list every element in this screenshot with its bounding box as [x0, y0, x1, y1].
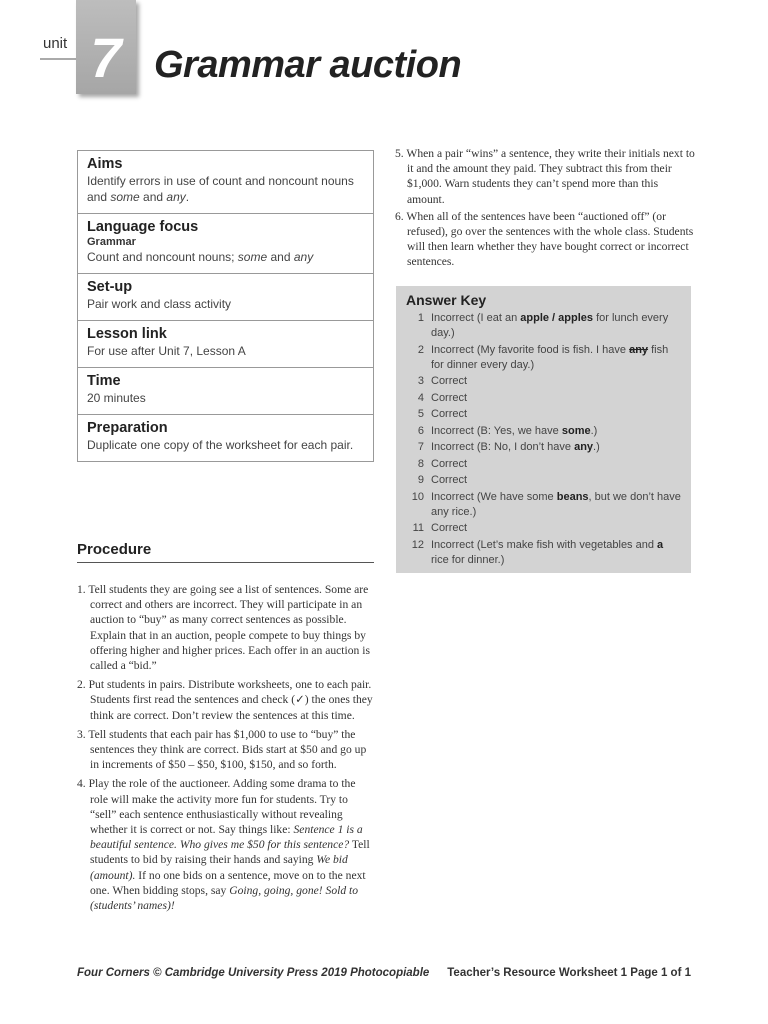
answer-key-item — [406, 424, 681, 439]
answer-key-text-pre: Incorrect (I eat an — [431, 312, 521, 324]
answer-key-number: 3 — [417, 375, 424, 387]
answer-key-number: 6 — [417, 424, 424, 437]
preparation-section — [78, 415, 373, 461]
procedure-list-right — [395, 146, 695, 272]
aims-any: any — [166, 190, 186, 204]
step4-quote-3: Going, going, gone! Sold to (students’ names)! — [90, 883, 359, 913]
preparation-text: Duplicate one copy of the worksheet for each pair. — [87, 438, 354, 452]
footer-page-info: Teacher’s Resource Worksheet 1 Page 1 of 1 — [447, 967, 691, 979]
answer-key-text-pre: Correct — [431, 474, 468, 486]
unit-label: unit — [43, 35, 68, 52]
time-section — [78, 368, 373, 415]
answer-key-text — [431, 343, 681, 373]
answer-key-number: 1 — [417, 312, 424, 324]
answer-key-item — [406, 407, 681, 422]
setup-text: Pair work and class activity — [87, 297, 232, 311]
aims-some: some — [110, 190, 140, 204]
answer-key-text — [431, 521, 467, 536]
answer-key-text-pre: Correct — [431, 457, 468, 470]
answer-key-text — [431, 490, 681, 520]
focus-some: some — [237, 250, 268, 264]
answer-key-text-pre: Correct — [431, 408, 468, 420]
unit-label-tab — [40, 30, 76, 60]
footer-copyright: Four Corners © Cambridge University Press 2019 Photocopiable — [77, 967, 430, 979]
answer-key-text-post: fish for dinner every day.) — [431, 343, 669, 371]
unit-number-box — [76, 0, 136, 94]
answer-key-item — [406, 473, 681, 488]
language-focus-text — [87, 249, 365, 265]
step4-text-c: Tell students to bid by raising their hands and saying — [90, 838, 370, 867]
answer-key-text-pre: Incorrect (We have some — [431, 490, 557, 503]
answer-key-number: 7 — [417, 441, 424, 453]
focus-text-part: Count and noncount nouns; — [87, 250, 238, 264]
aims-text-part: Identify errors in use of count and noncount nouns and — [87, 174, 354, 204]
answer-key-item — [406, 521, 681, 536]
answer-key-text-post: for lunch every day.) — [431, 312, 669, 339]
procedure-heading: Procedure — [77, 541, 374, 563]
answer-key-text-pre: Incorrect (B: No, I don’t have — [431, 441, 575, 453]
answer-key-text — [431, 374, 467, 389]
answer-key-text — [431, 391, 467, 406]
step4-text-e: If no one bids on a sentence, move on to the next one. When bidding stops, say — [90, 868, 366, 897]
page-title: Grammar auction — [154, 44, 462, 86]
step4-text-a: 4. Play the role of the auctioneer. Adding some drama to the role will make the activity more fun for students. Try to “sell” each sentence enthusiastically without revealing whether it is correct or not. Say things like: — [77, 777, 356, 837]
answer-key-text-pre: Correct — [431, 522, 468, 534]
answer-key-text-post: rice for dinner.) — [431, 553, 505, 566]
answer-key-emphasis: beans — [556, 490, 589, 503]
time-heading: Time — [87, 373, 121, 389]
language-focus-section — [78, 214, 373, 274]
answer-key-text — [431, 538, 681, 568]
setup-heading: Set-up — [87, 279, 133, 295]
answer-key-text-post: , but we don’t have any rice.) — [431, 490, 681, 518]
answer-key-item — [406, 343, 681, 373]
answer-key-text — [431, 424, 597, 439]
answer-key-emphasis: apple / apples — [520, 312, 594, 324]
procedure-step-4 — [77, 776, 375, 913]
unit-number: 7 — [90, 26, 122, 89]
answer-key-text — [431, 407, 467, 422]
focus-and: and — [267, 250, 294, 264]
answer-key-text-pre: Incorrect (Let’s make fish with vegetables and — [431, 538, 658, 551]
lesson-link-heading: Lesson link — [87, 326, 167, 342]
aims-heading: Aims — [87, 156, 123, 172]
answer-key-text-pre: Incorrect (B: Yes, we have — [431, 424, 562, 437]
answer-key-item — [406, 391, 681, 406]
answer-key-text — [431, 457, 467, 472]
procedure-step-6: 6. When all of the sentences have been “auctioned off” (or refused), go over the sentences with the whole class. Students will then learn whether they have bought correct or incorrect sentences. — [395, 209, 694, 269]
answer-key-text-post: .) — [593, 441, 600, 453]
language-focus-subheading: Grammar — [87, 236, 136, 248]
focus-any: any — [293, 250, 314, 264]
answer-key-emphasis: any — [574, 441, 594, 453]
answer-key-text-pre: Correct — [431, 391, 468, 404]
answer-key-text-pre: Incorrect (My favorite food is fish. I have — [431, 343, 630, 356]
setup-section — [78, 274, 373, 321]
step4-quote-2: We bid (amount). — [90, 853, 348, 882]
answer-key-item — [406, 457, 681, 472]
answer-key-strikethrough: any — [629, 343, 649, 356]
answer-key-text-pre: Correct — [431, 375, 468, 387]
language-focus-heading: Language focus — [87, 219, 199, 235]
answer-key-list — [406, 311, 681, 568]
answer-key-emphasis: some — [561, 424, 591, 437]
answer-key-text — [431, 473, 467, 488]
procedure-step-5: 5. When a pair “wins” a sentence, they write their initials next to it and the amount they paid. They subtract this from their $1,000. Warn students they can’t spend more than this amount. — [395, 147, 695, 206]
procedure-step-2: 2. Put students in pairs. Distribute worksheets, one to each pair. Students first read the sentences and check (✓) the ones they think are correct. Don’t review the sentences at this time. — [77, 678, 373, 722]
procedure-step-1: 1. Tell students they are going see a list of sentences. Some are correct and others are incorrect. They will participate in an auction to “buy” as many correct sentences as possible. Explain that in an auction, people compete to buy things by offering higher and higher prices. Each offer in an auction is called a “bid.” — [77, 583, 370, 673]
answer-key-number: 12 — [411, 538, 424, 551]
answer-key-number: 10 — [411, 490, 424, 503]
aims-and: and — [139, 190, 167, 204]
aims-section — [78, 151, 373, 214]
answer-key-item — [406, 311, 681, 341]
aims-end: . — [185, 190, 190, 204]
answer-key-item — [406, 538, 681, 568]
answer-key-heading: Answer Key — [406, 292, 487, 308]
answer-key-number: 5 — [417, 408, 424, 420]
answer-key-box — [396, 286, 691, 573]
lesson-link-section — [78, 321, 373, 368]
lesson-info-box — [77, 150, 374, 462]
preparation-heading: Preparation — [87, 420, 168, 436]
answer-key-number: 8 — [417, 457, 424, 470]
answer-key-emphasis: a — [657, 538, 664, 551]
answer-key-text — [431, 311, 681, 341]
answer-key-item — [406, 440, 681, 455]
answer-key-number: 11 — [412, 522, 424, 534]
answer-key-number: 9 — [417, 474, 424, 486]
time-text: 20 minutes — [87, 391, 146, 405]
answer-key-text — [431, 440, 600, 455]
answer-key-text-post: .) — [590, 424, 598, 437]
procedure-list-left — [77, 582, 375, 917]
answer-key-item — [406, 374, 681, 389]
procedure-step-3: 3. Tell students that each pair has $1,000 to use to “buy” the sentences they think are correct. Bids start at $50 and go up in increments of $50 – $50, $100, $150, and so forth. — [77, 727, 367, 772]
answer-key-number: 4 — [417, 391, 424, 404]
step4-quote-1: Sentence 1 is a beautiful sentence. Who gives me $50 for this sentence? — [90, 823, 363, 852]
aims-text — [87, 173, 365, 205]
lesson-link-text: For use after Unit 7, Lesson A — [87, 344, 246, 358]
answer-key-item — [406, 490, 681, 520]
answer-key-number: 2 — [417, 343, 424, 356]
